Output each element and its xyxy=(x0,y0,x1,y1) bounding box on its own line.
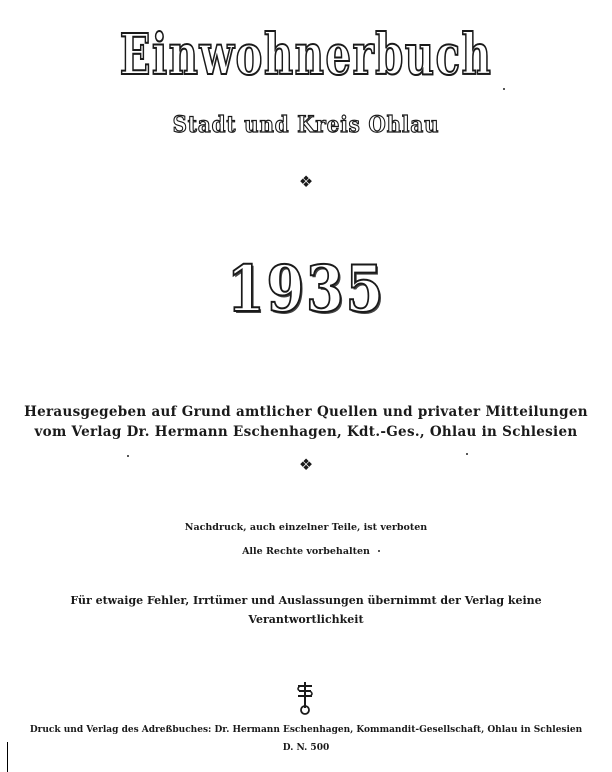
disclaimer-line-1: Für etwaige Fehler, Irrtümer und Auslassungen übernimmt der Verlag keine xyxy=(70,594,542,607)
publisher-line-1: Herausgegeben auf Grund amtlicher Quellen und privater Mitteilungen xyxy=(24,404,588,420)
edition-year: 1935 xyxy=(226,252,386,327)
scan-speck xyxy=(378,550,380,552)
print-number: D. N. 500 xyxy=(282,743,330,753)
rights-reserved-notice: Alle Rechte vorbehalten xyxy=(242,546,370,557)
reprint-notice: Nachdruck, auch einzelner Teile, ist verboten xyxy=(184,522,428,533)
ornament-diamond-icon: ❖ xyxy=(298,455,314,474)
scan-speck xyxy=(466,453,468,455)
disclaimer-line-2: Verantwortlichkeit xyxy=(248,613,364,626)
publisher-line-2: vom Verlag Dr. Hermann Eschenhagen, Kdt.-Ges., Ohlau in Schlesien xyxy=(34,424,578,440)
book-title: Einwohnerbuch xyxy=(119,22,493,88)
printer-imprint: Druck und Verlag des Adreßbuches: Dr. Hermann Eschenhagen, Kommandit-Gesellschaft, Ohlau in Schlesien xyxy=(29,725,583,735)
scan-speck xyxy=(127,455,129,457)
printer-emblem-icon xyxy=(290,680,320,716)
ornament-diamond-icon: ❖ xyxy=(298,172,314,191)
scan-speck xyxy=(503,88,505,90)
scan-edge-mark xyxy=(0,742,8,772)
book-subtitle: Stadt und Kreis Ohlau xyxy=(172,112,440,138)
